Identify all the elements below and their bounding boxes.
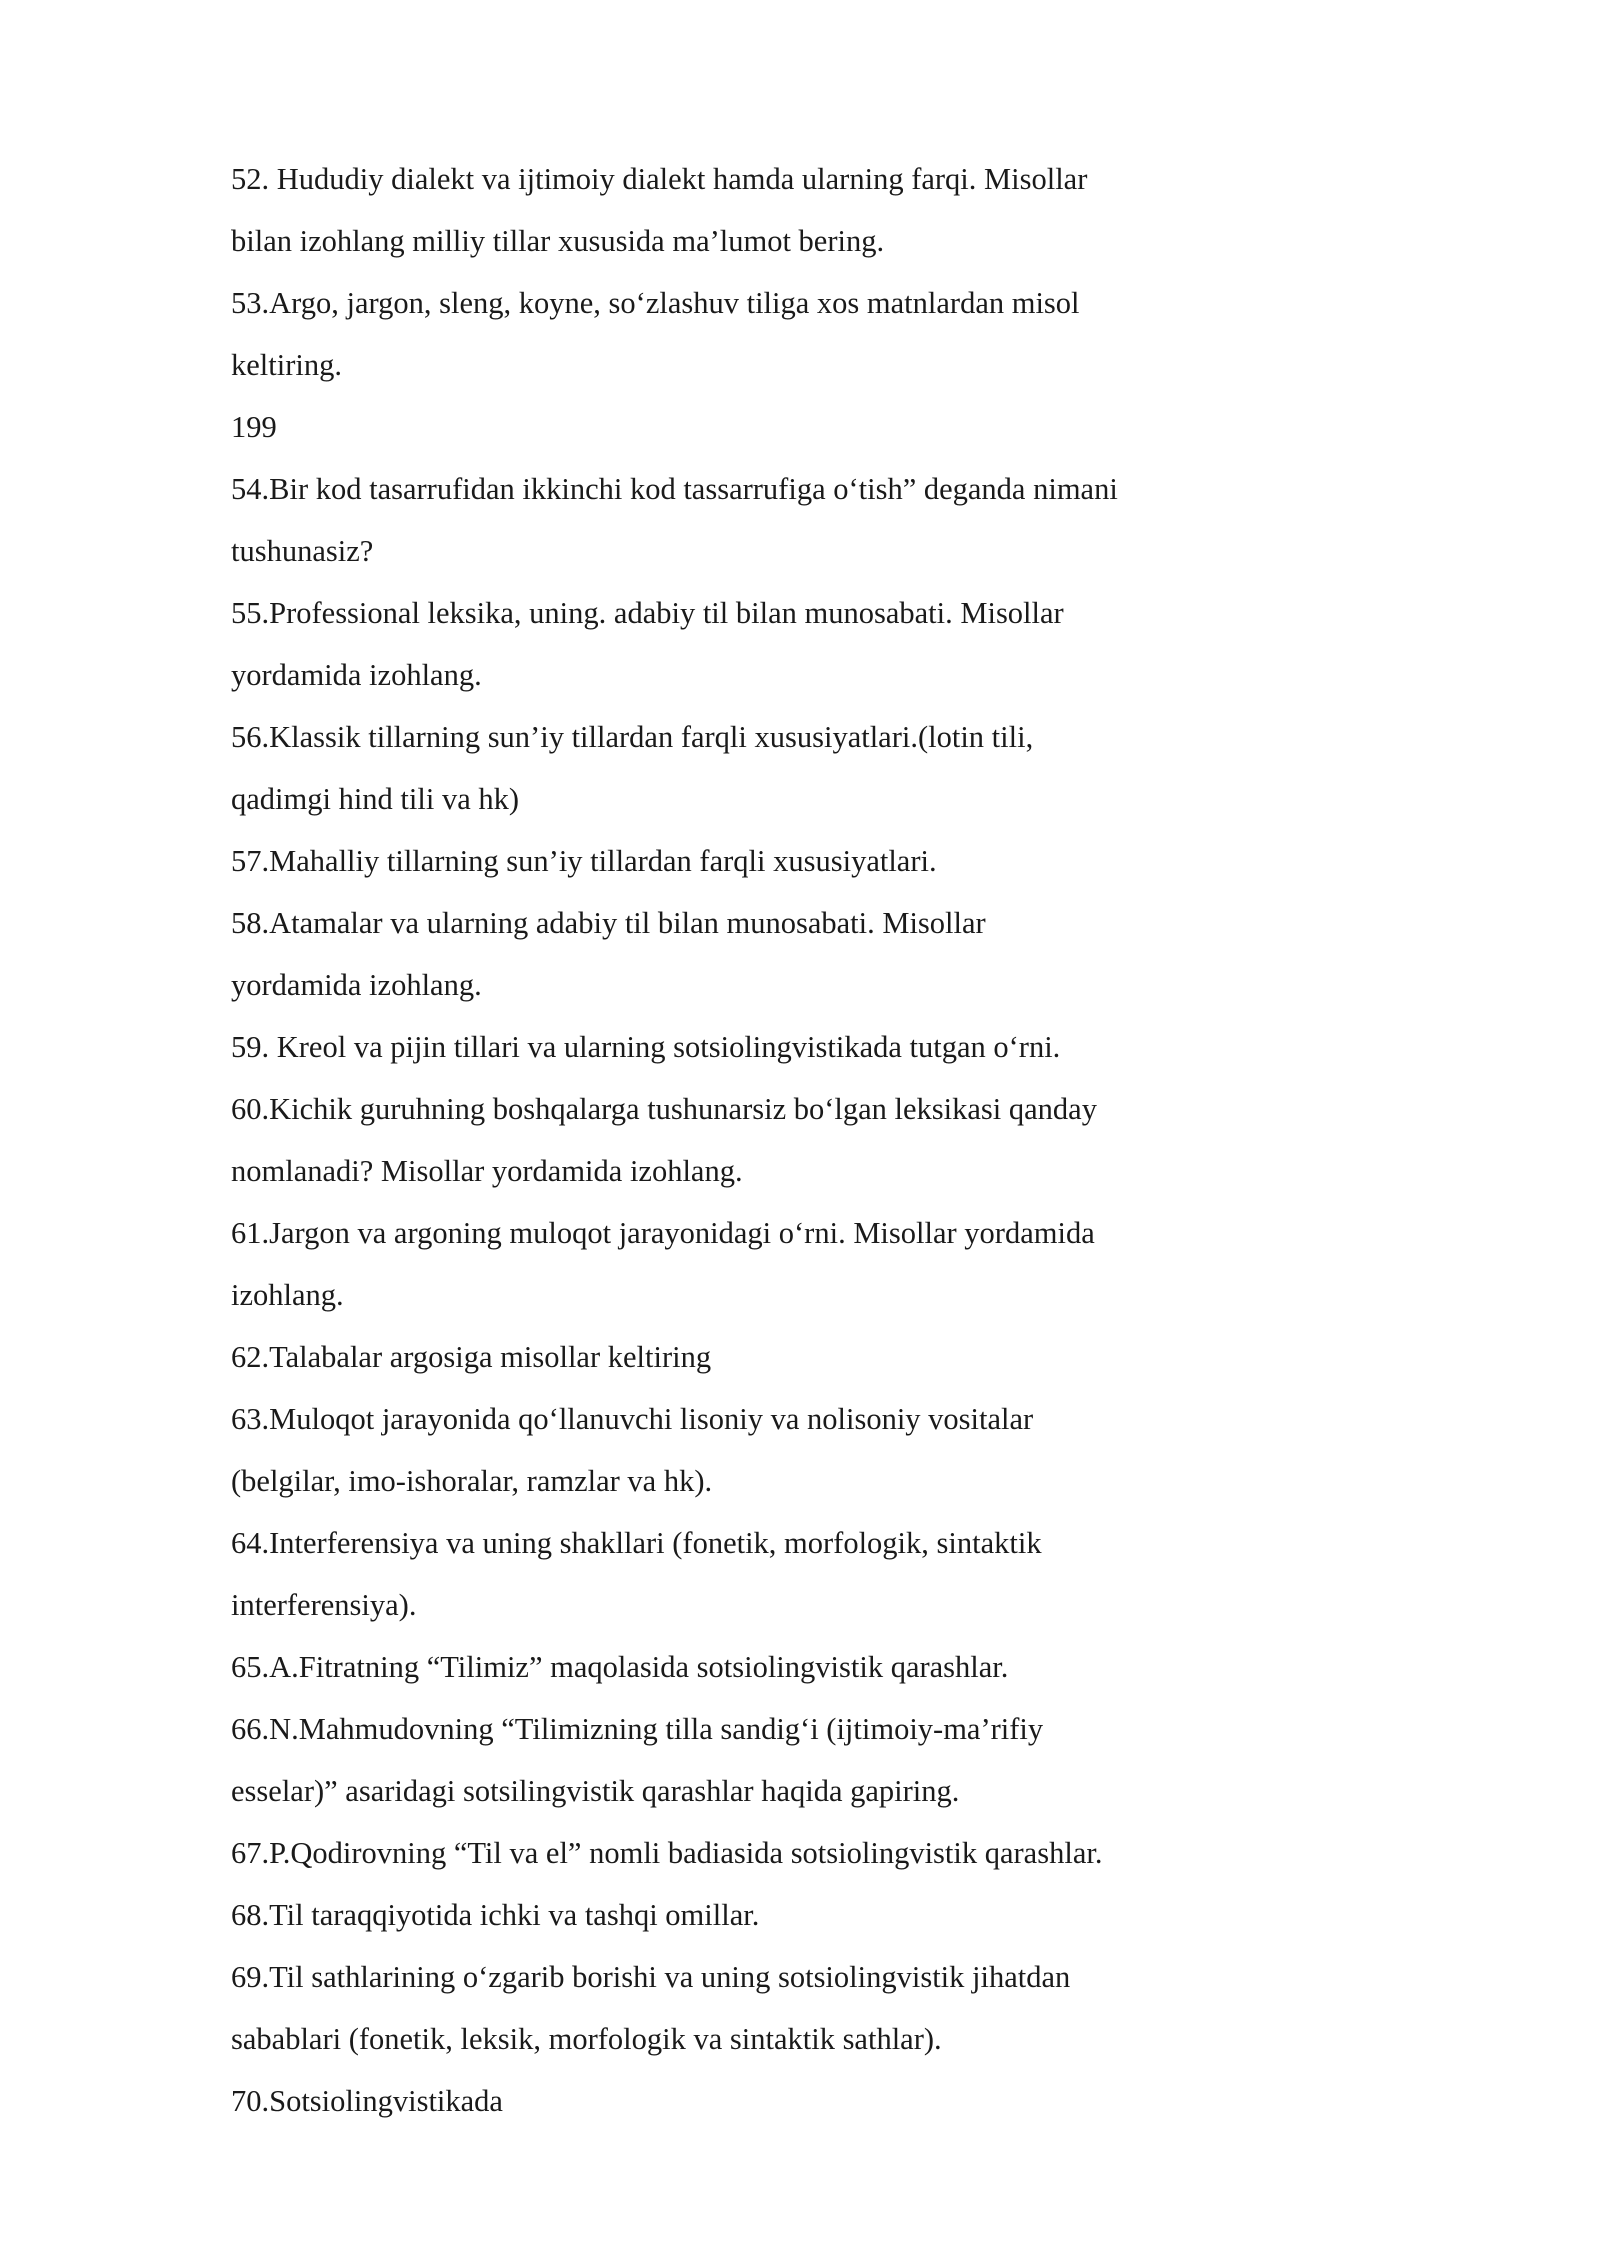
- text-line: 66.N.Mahmudovning “Tilimizning tilla sandig‘i (ijtimoiy-ma’rifiy: [231, 1712, 1044, 1746]
- text-line: yordamida izohlang.: [231, 658, 482, 692]
- text-line: (belgilar, imo-ishoralar, ramzlar va hk).: [231, 1464, 713, 1498]
- text-line: 67.P.Qodirovning “Til va el” nomli badiasida sotsiolingvistik qarashlar.: [231, 1836, 1103, 1870]
- text-line: qadimgi hind tili va hk): [231, 782, 520, 816]
- text-line: nomlanadi? Misollar yordamida izohlang.: [231, 1154, 743, 1188]
- document-text: [231, 148, 1531, 2132]
- text-line: 69.Til sathlarining o‘zgarib borishi va uning sotsiolingvistik jihatdan: [231, 1960, 1071, 1994]
- text-line: 62.Talabalar argosiga misollar keltiring: [231, 1340, 712, 1374]
- text-line: 57.Mahalliy tillarning sun’iy tillardan farqli xususiyatlari.: [231, 844, 937, 878]
- text-line: keltiring.: [231, 348, 342, 382]
- text-line: 54.Bir kod tasarrufidan ikkinchi kod tassarrufiga o‘tish” deganda nimani: [231, 472, 1118, 506]
- text-line: 61.Jargon va argoning muloqot jarayonidagi o‘rni. Misollar yordamida: [231, 1216, 1095, 1250]
- text-line: 65.A.Fitratning “Tilimiz” maqolasida sotsiolingvistik qarashlar.: [231, 1650, 1009, 1684]
- text-line: 55.Professional leksika, uning. adabiy til bilan munosabati. Misollar: [231, 596, 1064, 630]
- text-line: 68.Til taraqqiyotida ichki va tashqi omillar.: [231, 1898, 760, 1932]
- text-line: 60.Kichik guruhning boshqalarga tushunarsiz bo‘lgan leksikasi qanday: [231, 1092, 1097, 1126]
- text-line: 64.Interferensiya va uning shakllari (fonetik, morfologik, sintaktik: [231, 1526, 1042, 1560]
- text-line: 52. Hududiy dialekt va ijtimoiy dialekt hamda ularning farqi. Misollar: [231, 162, 1088, 196]
- text-line: sabablari (fonetik, leksik, morfologik va sintaktik sathlar).: [231, 2022, 942, 2056]
- text-line: 56.Klassik tillarning sun’iy tillardan farqli xususiyatlari.(lotin tili,: [231, 720, 1034, 754]
- text-line: yordamida izohlang.: [231, 968, 482, 1002]
- text-line: bilan izohlang milliy tillar xususida ma’lumot bering.: [231, 224, 885, 258]
- text-line: 59. Kreol va pijin tillari va ularning sotsiolingvistikada tutgan o‘rni.: [231, 1030, 1061, 1064]
- page-number: 199: [231, 410, 277, 444]
- text-line: 70.Sotsiolingvistikada: [231, 2084, 503, 2118]
- text-line: izohlang.: [231, 1278, 344, 1312]
- text-line: 63.Muloqot jarayonida qo‘llanuvchi lisoniy va nolisoniy vositalar: [231, 1402, 1034, 1436]
- text-line: tushunasiz?: [231, 534, 374, 568]
- text-line: 53.Argo, jargon, sleng, koyne, so‘zlashuv tiliga xos matnlardan misol: [231, 286, 1080, 320]
- text-line: interferensiya).: [231, 1588, 417, 1622]
- text-line: 58.Atamalar va ularning adabiy til bilan munosabati. Misollar: [231, 906, 986, 940]
- text-line: esselar)” asaridagi sotsilingvistik qarashlar haqida gapiring.: [231, 1774, 960, 1808]
